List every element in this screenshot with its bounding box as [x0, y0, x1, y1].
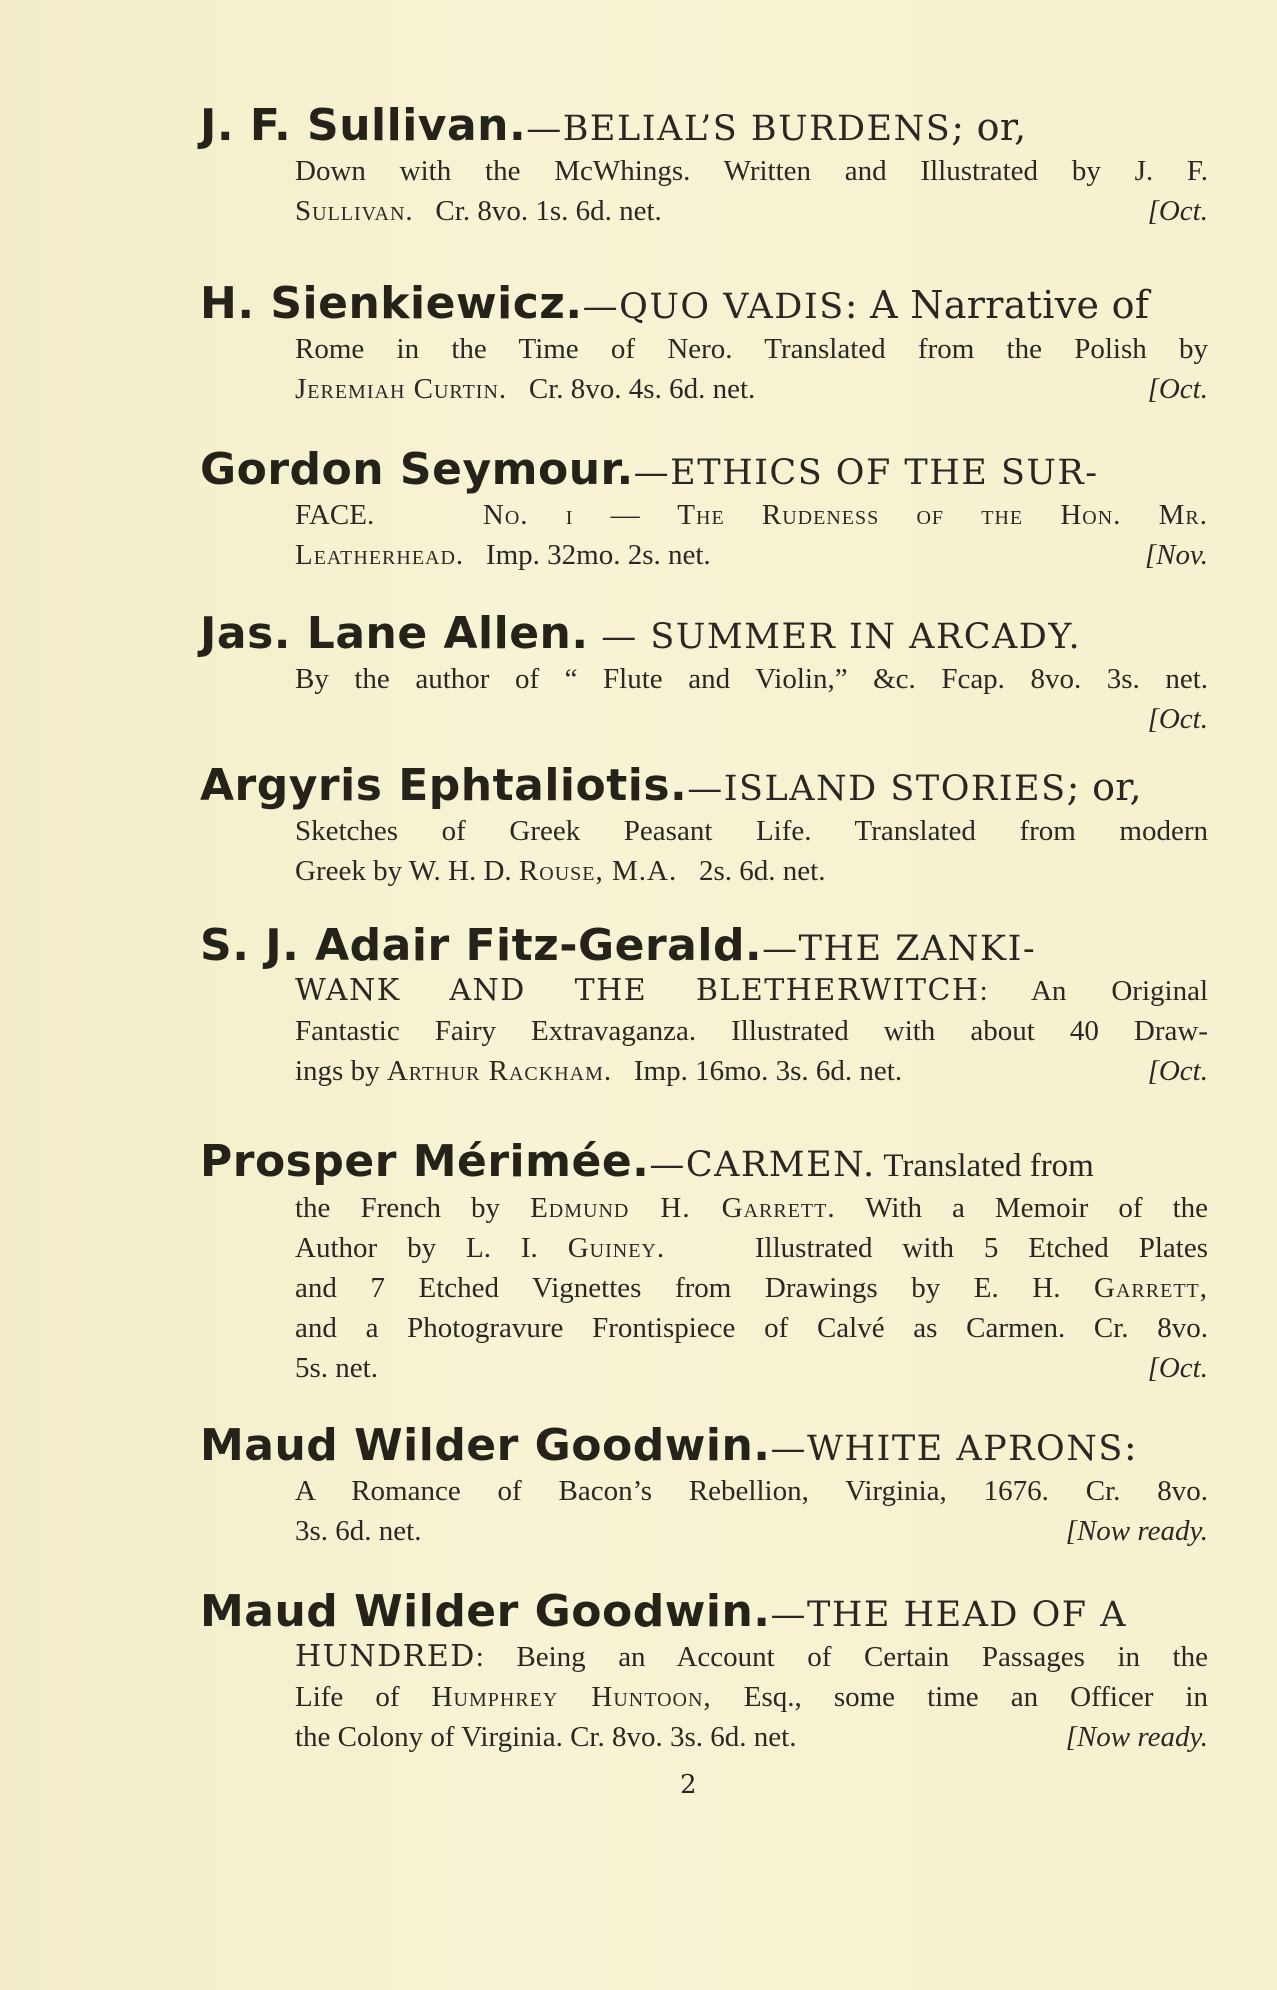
- description-line: [295, 369, 1208, 409]
- description-line: A Romance of Bacon’s Rebellion, Virginia, 1676. Cr. 8vo.: [295, 1475, 1208, 1507]
- publication-date: [Oct.: [1147, 703, 1208, 735]
- format-price: Cr. 8vo. 1s. 6d. net.: [435, 195, 662, 227]
- title-tail: Translated from: [875, 1148, 1094, 1184]
- name-small-caps: Sullivan.: [295, 195, 414, 227]
- entry-heading: [200, 100, 1208, 151]
- book-title: —ETHICS OF THE SUR-: [633, 453, 1099, 493]
- book-title: —ISLAND STORIES: [687, 769, 1067, 809]
- title-continuation: FACE.: [295, 499, 375, 531]
- book-title: —THE ZANKI-: [762, 929, 1037, 969]
- entry-description: [295, 495, 1208, 575]
- title-tail: ; or,: [951, 105, 1027, 149]
- memoir-author-prefix: Author by L. I.: [295, 1232, 538, 1264]
- subtitle-prefix: Life of: [295, 1681, 400, 1713]
- description-line: Sketches of Greek Peasant Life. Translated from modern: [295, 815, 1208, 847]
- entry-heading: [200, 760, 1208, 811]
- name-small-caps: Edmund H. Garrett.: [530, 1192, 836, 1224]
- publication-date: [Now ready.: [1065, 1721, 1208, 1753]
- catalogue-entry: [200, 1136, 1208, 1388]
- series-name: No. i — The Rudeness of the Hon. Mr.: [482, 499, 1209, 531]
- entry-heading: [200, 1136, 1208, 1188]
- title-continuation: WANK AND THE BLETHERWITCH: [295, 973, 980, 1008]
- description-line: and a Photogravure Frontispiece of Calvé as Carmen. Cr. 8vo.: [295, 1312, 1208, 1344]
- description-line: Down with the McWhings. Written and Illustrated by J. F.: [295, 155, 1208, 187]
- catalogue-entry: [200, 444, 1209, 575]
- publication-date: [Oct.: [1147, 195, 1208, 227]
- catalogue-entry: [200, 920, 1209, 1091]
- author-name: H. Sienkiewicz.: [200, 278, 583, 329]
- illustration-note: Illustrated with 5 Etched Plates: [754, 1232, 1208, 1264]
- book-title: —WHITE APRONS: [770, 1429, 1124, 1469]
- subtitle: : Being an Account of Certain Passages in the: [475, 1641, 1208, 1673]
- book-title: —QUO VADIS: [582, 287, 845, 327]
- description-line: [295, 191, 1208, 231]
- author-name: Jas. Lane Allen.: [200, 608, 589, 659]
- name-small-caps: Garrett,: [1094, 1272, 1208, 1304]
- catalogue-entry: [200, 278, 1208, 409]
- entry-description: [295, 811, 1208, 891]
- entry-heading: [200, 278, 1208, 329]
- entry-description: [295, 1471, 1208, 1551]
- description-line: [295, 1348, 1208, 1388]
- name-small-caps: Jeremiah Curtin.: [295, 373, 508, 405]
- description-line: [295, 851, 1208, 891]
- description-line: [295, 1188, 1208, 1228]
- description-line: [295, 535, 1208, 575]
- name-small-caps: Guiney.: [567, 1232, 666, 1264]
- entry-description: [295, 659, 1208, 739]
- subtitle: : An Original: [979, 975, 1209, 1007]
- name-small-caps: Humphrey Huntoon,: [431, 1681, 712, 1713]
- description-line: [295, 1717, 1208, 1757]
- memoir-note: With a Memoir of the: [865, 1192, 1208, 1224]
- publication-date: [Nov.: [1144, 539, 1208, 571]
- author-name: Prosper Mérimée.: [200, 1136, 650, 1187]
- entry-description: [295, 329, 1208, 409]
- book-title: — SUMMER IN ARCADY.: [588, 617, 1082, 657]
- entry-description: [295, 1188, 1208, 1388]
- catalogue-entry: [200, 608, 1208, 739]
- publication-date: [Oct.: [1147, 373, 1208, 405]
- book-title: —CARMEN.: [649, 1145, 876, 1185]
- description-line: [295, 495, 1208, 535]
- format-price: 5s. net.: [295, 1352, 378, 1384]
- author-name: S. J. Adair Fitz-Gerald.: [200, 920, 763, 971]
- book-title: —THE HEAD OF A: [770, 1595, 1127, 1635]
- catalogue-entry: [200, 760, 1208, 891]
- entry-heading: [200, 608, 1208, 659]
- format-price: 3s. 6d. net.: [295, 1515, 422, 1547]
- catalogue-entry: [200, 1586, 1208, 1757]
- author-name: Gordon Seymour.: [200, 444, 634, 495]
- description-line: Rome in the Time of Nero. Translated from the Polish by: [295, 333, 1208, 365]
- description-line: [295, 1677, 1208, 1717]
- description-line: By the author of “ Flute and Violin,” &c. Fcap. 8vo. 3s. net.: [295, 663, 1208, 695]
- entry-description: [295, 151, 1208, 231]
- page-number: 2: [680, 1770, 697, 1800]
- description-line: [295, 971, 1208, 1011]
- title-continuation: HUNDRED: [295, 1639, 476, 1674]
- format-price: 2s. 6d. net.: [698, 855, 826, 887]
- format-price: Imp. 32mo. 2s. net.: [485, 539, 711, 571]
- publication-date: [Oct.: [1147, 1352, 1208, 1384]
- format-price: Imp. 16mo. 3s. 6d. net.: [633, 1055, 903, 1087]
- description-line: [295, 1637, 1208, 1677]
- description-line: [295, 1228, 1208, 1268]
- name-small-caps: Leatherhead.: [295, 539, 465, 571]
- description-line: [295, 1268, 1208, 1308]
- name-small-caps: Arthur Rackham.: [386, 1055, 613, 1087]
- book-title: —BELIAL’S BURDENS: [526, 109, 952, 149]
- vignettes-note: and 7 Etched Vignettes from Drawings by E. H.: [295, 1272, 1061, 1304]
- publication-date: [Now ready.: [1065, 1515, 1208, 1547]
- entry-heading: [200, 920, 1208, 971]
- description-line: [295, 699, 1208, 739]
- author-name: J. F. Sullivan.: [200, 100, 527, 151]
- translator-prefix: the French by: [295, 1192, 501, 1224]
- author-name: Argyris Ephtaliotis.: [200, 760, 688, 811]
- translator-prefix: Greek by W. H. D.: [295, 855, 512, 887]
- format-price: Cr. 8vo. 4s. 6d. net.: [528, 373, 756, 405]
- description-line: [295, 1051, 1208, 1091]
- entry-heading: [200, 444, 1208, 495]
- catalogue-entry: [200, 1420, 1208, 1551]
- name-small-caps: Rouse, M.A.: [518, 855, 678, 887]
- subtitle-suffix: Esq., some time an Officer in: [743, 1681, 1208, 1713]
- entry-heading: [200, 1586, 1208, 1637]
- description-line: Fantastic Fairy Extravaganza. Illustrated with about 40 Draw-: [295, 1015, 1208, 1047]
- entry-description: [295, 971, 1208, 1091]
- publication-date: [Oct.: [1147, 1055, 1208, 1087]
- catalogue-entry: [200, 100, 1208, 231]
- description-line: [295, 1511, 1208, 1551]
- title-tail: ; or,: [1066, 765, 1142, 809]
- illustrator-prefix: ings by: [295, 1055, 380, 1087]
- entry-description: [295, 1637, 1208, 1757]
- title-tail: : A Narrative of: [844, 283, 1150, 327]
- entry-heading: [200, 1420, 1208, 1471]
- author-name: Maud Wilder Goodwin.: [200, 1420, 771, 1471]
- title-tail: :: [1123, 1425, 1137, 1469]
- format-price: the Colony of Virginia. Cr. 8vo. 3s. 6d. net.: [295, 1721, 797, 1753]
- author-name: Maud Wilder Goodwin.: [200, 1586, 771, 1637]
